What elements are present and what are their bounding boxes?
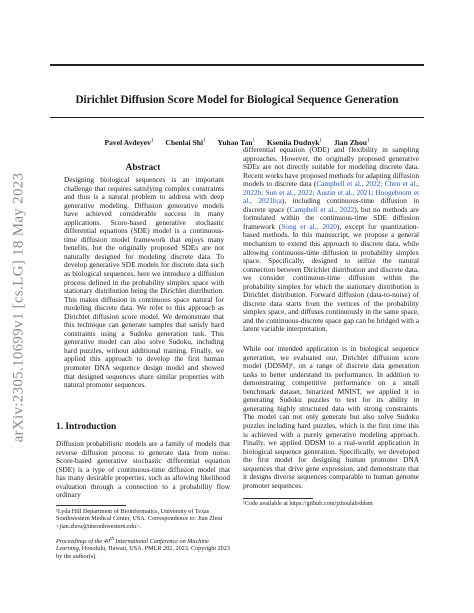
introduction-heading: 1. Introduction [56,422,117,432]
author: Pavel Avdeyev$^1$ [104,138,154,147]
abstract-section [56,163,230,390]
proceedings-note: Proceedings of the 40th International Conference on Machine Learning, Honolulu, Hawaii, USA. PMLR 202, 2023. Copyright 2023 by the author(s). [56,536,230,560]
paragraph-text: ), except for quantization-based methods. In this manuscript, we propose a general mechanism to extend this approach to discrete data, while allowing continuous-time diffusion in probability simplex space. Specifically, designed to utilize the natural connection between Dirichlet distribution and discrete data, we consider continuous-time diffusion within the probability simplex for which the stationary distribution is Dirichlet distribution. Forward diffusion (data-to-noise) of discrete data starts from the vertices of the probability simplex space, and diffuses continuously in the same space, and the continuous-discrete space gap can be bridged with a latent variable interpretation. [243,221,419,334]
right-column [243,146,419,501]
citation-link[interactable]: Song et al., 2020 [281,221,337,231]
author: Chenlai Shi$^1$ [165,138,206,147]
code-footnote: ¹Code available at https://github.com/jzhoulab/ddsm [243,500,373,507]
author: Kseniia Dudnyk$^1$ [266,138,322,147]
paper-title: Dirichlet Diffusion Score Model for Biological Sequence Generation [75,94,399,106]
footnote-rule [56,505,126,506]
paragraph-text: ), but no methods are formulated within the continuous-time SDE diffusion framework ( [243,204,419,231]
author: Jian Zhou$^1$ [333,138,370,147]
right-paragraph-2: While our intended application is in biological sequence generation, we evaluated our, Dirichlet diffusion score model (DDSM)¹, on a range of discrete data generation tasks to better understand its performance. In addition to demonstrating competitive performance on a small benchmark dataset, binarized MNIST, we applied it to generating Sudoku puzzles to test for its ability in generating highly structured data with strong constraints. The model can not only generate but also solve Sudoku puzzles including hard puzzles, which is the first time this is achieved with a purely generative modeling approach. Finally, we applied DDSM to a real-world application in biological sequence generation. Specifically, we developed the first model for designing human promoter DNA sequences that drive gene expression, and demonstrate that it designs diverse sequences comparable to human genome promoter sequences. [243,344,419,490]
title-rule-top [50,64,424,66]
paragraph-text: ), including continuous-time diffusion in discrete space ( [243,196,420,214]
author: Yuhao Tan$^1$ [217,138,256,147]
title-rule-bottom [50,117,424,118]
citation-link[interactable]: Campbell et al., 2022 [289,204,355,214]
abstract-heading: Abstract [125,163,161,173]
paragraph-text: differential equation (ODE) and flexibility in sampling approaches. However, the originally proposed generative SDEs are not directly suitable for modeling discrete data. Recent works have proposed methods for adapting diffusion models to discrete data ( [243,145,419,189]
code-footnote-rule [243,498,313,499]
affiliation-footnote: ¹Lyda Hill Department of Bioinformatics, University of Texas Southwestern Medical Center, USA. Correspondence to: Jian Zhou <jian.zhou@utsouthwestern.edu>. [56,508,223,530]
introduction-text: Diffusion probabilistic models are a family of models that reverse diffusion process to generate data from noise. Score-based generative stochastic differential equation (SDE) is a type of continuous-time diffusion model that has many desirable properties, such as allowing likelihood evaluation through a connection to a probability flow ordinary [56,439,230,500]
abstract-text: Designing biological sequences is an important challenge that requires satisfying complex constraints and thus is a natural problem to address with deep generative modeling. Diffusion generative models have achieved considerable success in many applications. Score-based generative stochastic differential equations (SDE) model is a continuous-time diffusion model framework that enjoys many benefits, but the originally proposed SDEs are not naturally designed for modeling discrete data. To develop generative SDE models for discrete data such as biological sequences, here we introduce a diffusion process defined in the probability simplex space with stationary distribution being the Dirichlet distribution. This makes diffusion in continuous space natural for modeling discrete data. We refer to this approach as Dirichlet diffusion score model. We demonstrate that this technique can generate samples that satisfy hard constraints using a Sudoku generation task. This generative model can also solve Sudoku, including hard puzzles, without additional training. Finally, we applied this approach to develop the first human promoter DNA sequence design model and showed that designed sequences share similar properties with natural promoter sequences. [64,175,224,390]
citation-link[interactable]: Campbell et al., 2022; Chen et al., 2022b; Sun et al., 2022; Austin et al., 2021; Hoogeboom et al., 2021b;a [243,179,419,206]
arxiv-watermark: arXiv:2305.10699v1 [cs.LG] 18 May 2023 [10,172,27,442]
right-paragraph-1 [243,146,419,334]
